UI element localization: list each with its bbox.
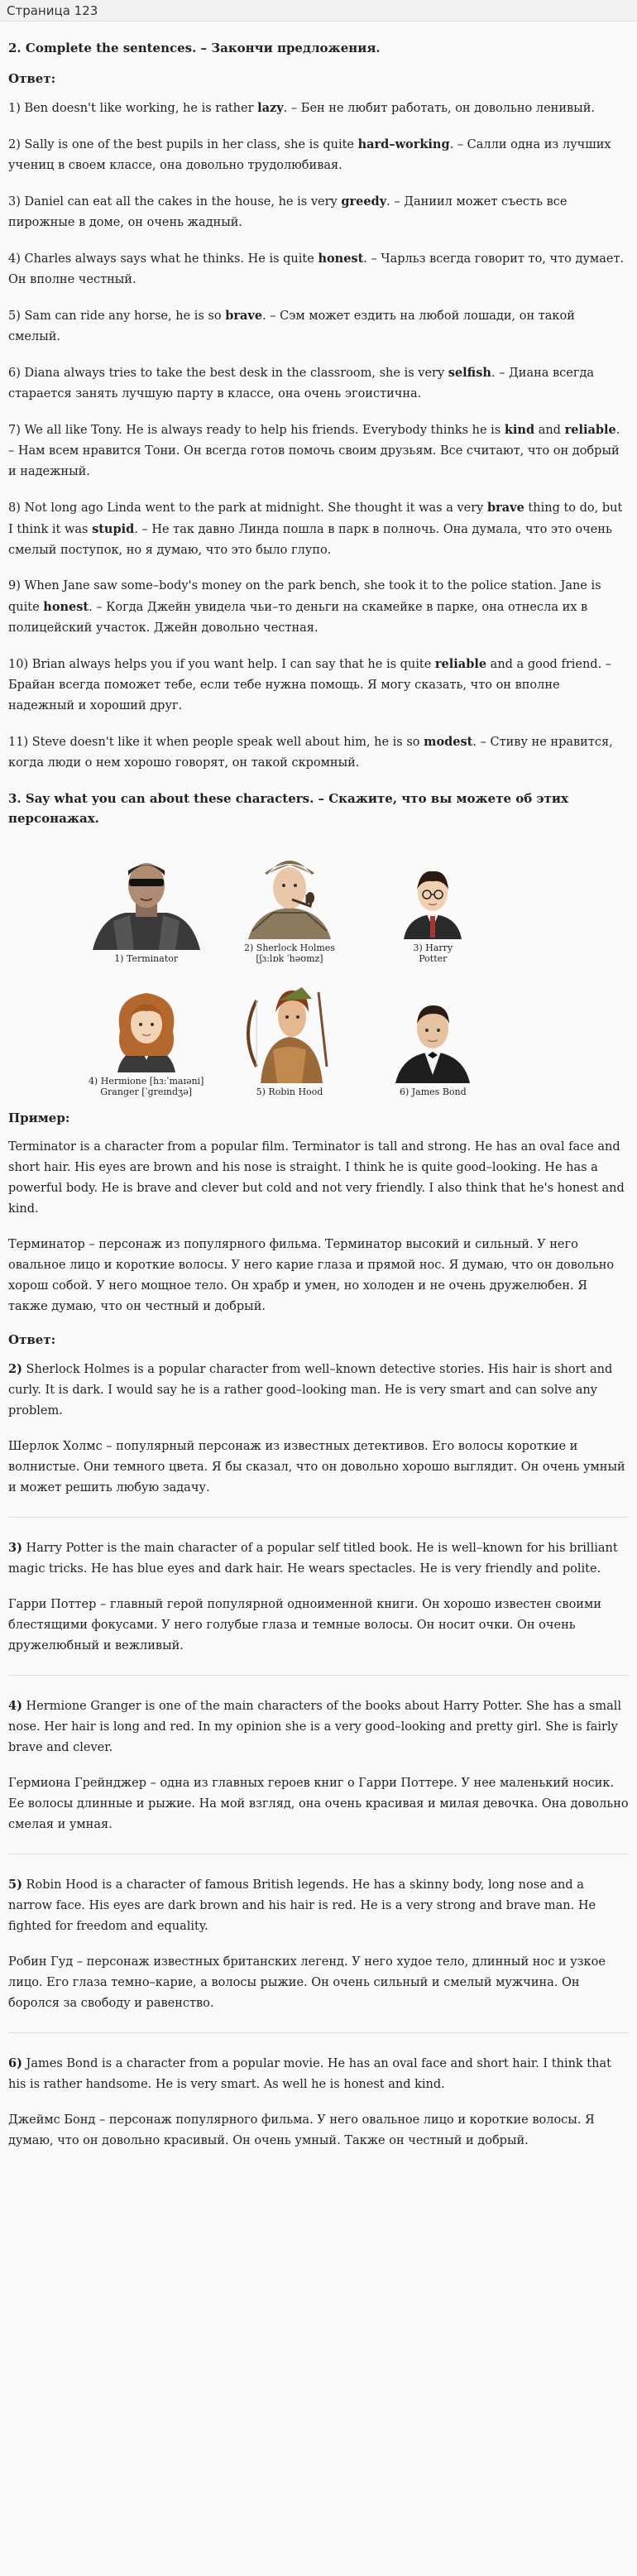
exercise-2-answers: [8, 98, 629, 774]
character-caption: 6) James Bond: [399, 1087, 467, 1097]
answer-item: 10) Brian always helps you if you want help. I can say that he is quite reliable and a good friend. – Брайан всегда поможет тебе, если тебе нужна помощь. Я могу сказать, что он вполне надежный и хороший друг.: [8, 657, 612, 712]
character-card: [362, 840, 505, 964]
divider: [8, 2032, 629, 2033]
character-caption: 5) Robin Hood: [256, 1087, 323, 1097]
answer-russian-text: Гермиона Грейнджер – одна из главных героев книг о Гарри Поттере. У нее маленький носик. Ее волосы длинные и рыжие. На мой взгляд, она очень красивая и милая девочка. Она довольно смелая и умная.: [8, 1777, 629, 1831]
answer-russian-text: Робин Гуд – персонаж известных британских легенд. У него худое тело, длинный нос и узкое лицо. Его глаза темно–карие, а волосы рыжие. Он очень сильный и смелый мужчина. Он боролся за свободу и равенство.: [8, 1955, 606, 2010]
character-card: [74, 976, 218, 1097]
sherlock-holmes-illustration-icon: [236, 840, 343, 939]
answer-english-text: 5) Robin Hood is a character of famous British legends. He has a skinny body, long nose and a narrow face. His eyes are dark brown and his hair is red. He is a very strong and brave man. He fighted for freedom and equality.: [8, 1878, 596, 1933]
answer-english-text: 3) Harry Potter is the main character of a popular self titled book. He is well–known for his brilliant magic tricks. He has blue eyes and dark hair. He wears spectacles. He is very friendly and polite.: [8, 1541, 618, 1576]
answer-item: 11) Steve doesn't like it when people speak well about him, he is so modest. – Стиву не нравится, когда люди о нем хорошо говорят, он такой скромный.: [8, 735, 613, 770]
answer-item: 8) Not long ago Linda went to the park at midnight. She thought it was a very brave thing to do, but I think it was stupid. – Не так давно Линда пошла в парк в полночь. Она думала, что это очень смелый поступок, но я думаю, что это было глупо.: [8, 501, 623, 557]
answer-item: 1) Ben doesn't like working, he is rather lazy. – Бен не любит работать, он довольно ленивый.: [8, 101, 595, 115]
answer-russian-text: Гарри Поттер – главный герой популярной одноименной книги. Он хорошо известен своими блестящими фокусами. У него голубые глаза и темные волосы. Он носит очки. Он очень дружелюбный и вежливый.: [8, 1598, 601, 1653]
character-caption: 2) Sherlock Holmes [ʃɜ:lɒk ˈhəʊmz]: [244, 943, 335, 964]
answer-item: 9) When Jane saw some–body's money on the park bench, she took it to the police station. Jane is quite honest. – Когда Джейн увидела чьи–то деньги на скамейке в парке, она отнесла их в полицейский участок. Джейн довольно честная.: [8, 579, 601, 635]
character-card: [362, 976, 505, 1097]
answer-english-text: 6) James Bond is a character from a popular movie. He has an oval face and short hair. I think that his is rather handsome. He is very smart. As well he is honest and kind.: [8, 2056, 611, 2091]
answer-english-text: 2) Sherlock Holmes is a popular character from well–known detective stories. His hair is short and curly. It is dark. I would say he is a rather good–looking man. He is very smart and can solve any problem.: [8, 1362, 613, 1418]
answer-english-text: 4) Hermione Granger is one of the main characters of the books about Harry Potter. She has a small nose. Her hair is long and red. In my opinion she is a very good–looking and pretty girl. She is fairly brave and clever.: [8, 1699, 622, 1754]
page-header: [0, 0, 637, 22]
answer-item: 4) Charles always says what he thinks. He is quite honest. – Чарльз всегда говорит то, что думает. Он вполне честный.: [8, 252, 625, 286]
harry-potter-illustration-icon: [395, 856, 470, 939]
character-card: [218, 840, 361, 964]
page-number-label: Страница 123: [7, 3, 98, 18]
exercise-3-answer-label: Ответ:: [8, 1332, 56, 1347]
hermione-granger-illustration-icon: [105, 981, 188, 1072]
divider: [8, 1675, 629, 1676]
example-label: Пример:: [8, 1111, 70, 1125]
character-caption: 1) Terminator: [114, 953, 179, 964]
character-card: [74, 840, 218, 964]
example-russian-text: Терминатор – персонаж из популярного фильма. Терминатор высокий и сильный. У него овальное лицо и короткие волосы. У него карие глаза и прямой нос. Я думаю, что он довольно хорош собой. У него мощное тело. Он храбр и умен, но холоден и не очень дружелюбен. Я также думаю, что он честный и добрый.: [8, 1238, 615, 1313]
answer-russian-text: Джеймс Бонд – персонаж популярного фильма. У него овальное лицо и короткие волосы. Я думаю, что он довольно красивый. Он очень умный. Также он честный и добрый.: [8, 2113, 595, 2147]
answer-item: 6) Diana always tries to take the best desk in the classroom, she is very selfish. – Диана всегда старается занять лучшую парту в классе, она очень эгоистична.: [8, 366, 595, 401]
robin-hood-illustration-icon: [236, 976, 343, 1083]
answer-item: 3) Daniel can eat all the cakes in the house, he is very greedy. – Даниил может съесть все пирожные в доме, он очень жадный.: [8, 194, 568, 229]
james-bond-illustration-icon: [387, 992, 478, 1083]
character-card: [218, 976, 361, 1097]
exercise-3-title: 3. Say what you can about these characters. – Скажите, что вы можете об этих персонажах.: [8, 791, 568, 826]
answer-russian-text: Шерлок Холмс – популярный персонаж из известных детективов. Его волосы короткие и волнистые. Они темного цвета. Я бы сказал, что он довольно хорошо выглядит. Он очень умный и может решить любую задачу.: [8, 1440, 625, 1494]
answer-item: 5) Sam can ride any horse, he is so brave. – Сэм может ездить на любой лошади, он такой смелый.: [8, 309, 575, 343]
exercise-2-title: 2. Complete the sentences. – Закончи предложения.: [8, 41, 381, 55]
terminator-illustration-icon: [84, 851, 208, 950]
character-caption: 4) Hermione [hɜ:ˈmaɪəni] Granger [ˈgreɪndʒə]: [88, 1076, 204, 1097]
divider: [8, 1517, 629, 1518]
characters-illustration-grid: [74, 840, 505, 1097]
example-english-text: Terminator is a character from a popular film. Terminator is tall and strong. He has an oval face and short hair. His eyes are brown and his nose is straight. I think he is quite good–looking. He has a powerful body. He is brave and clever but cold and not very friendly. I also think that he's honest and kind.: [8, 1140, 625, 1216]
content: [0, 22, 637, 2183]
answer-item: 2) Sally is one of the best pupils in her class, she is quite hard–working. – Салли одна из лучших учениц в своем классе, она довольно трудолюбивая.: [8, 137, 611, 172]
character-caption: 3) Harry Potter: [413, 943, 453, 964]
answer-item: 7) We all like Tony. He is always ready to help his friends. Everybody thinks he is kind and reliable. – Нам всем нравится Тони. Он всегда готов помочь своим друзьям. Все считают, что он добрый и надежный.: [8, 423, 620, 478]
exercise-2-answer-label: Ответ:: [8, 71, 56, 86]
